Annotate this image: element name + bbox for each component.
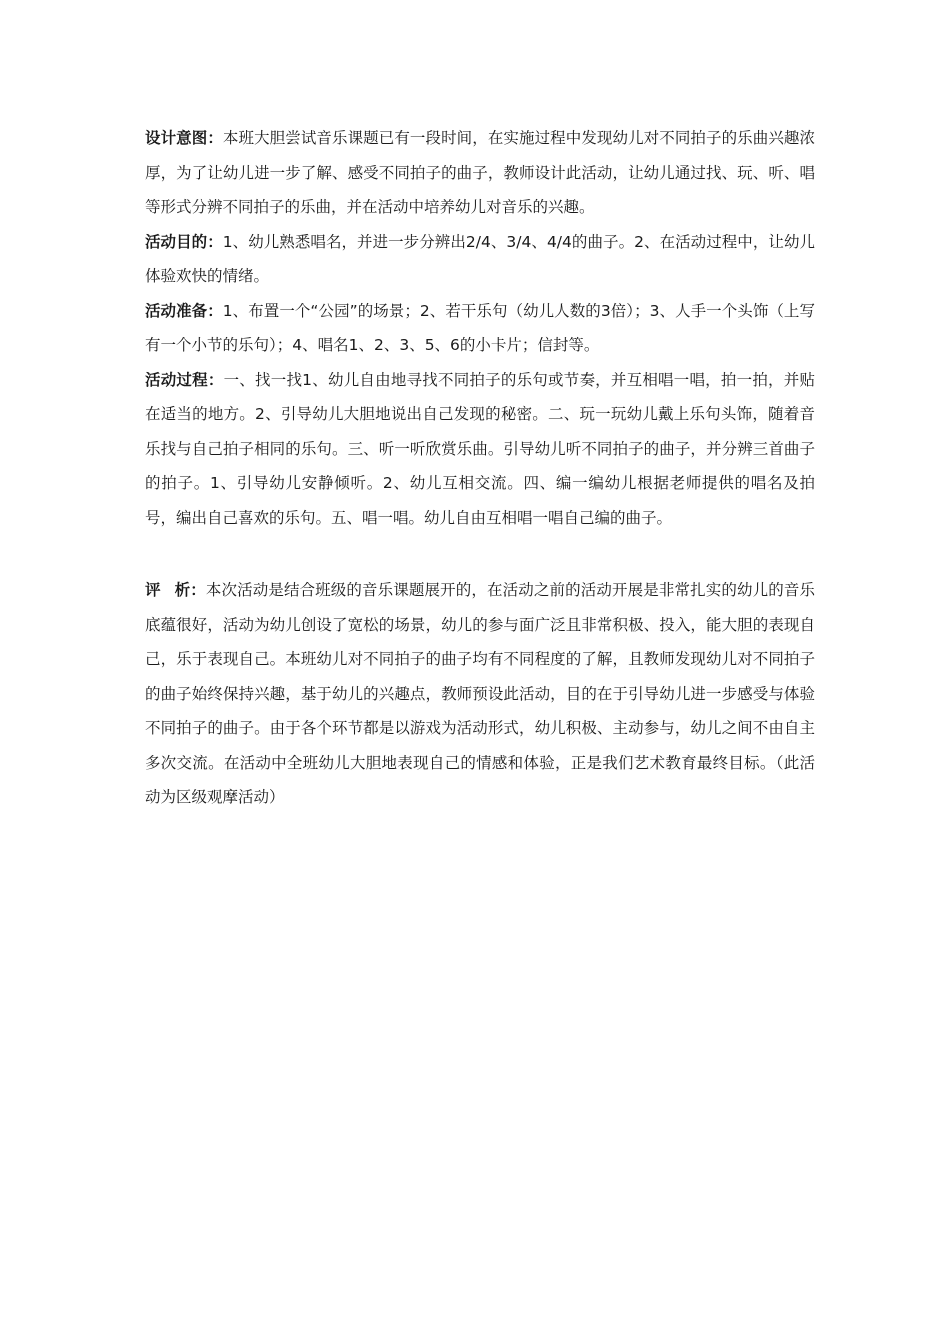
paragraph-spacer <box>145 535 815 573</box>
document-page <box>145 121 815 815</box>
review-text: 本次活动是结合班级的音乐课题展开的，在活动之前的活动开展是非常扎实的幼儿的音乐底蕴很好，活动为幼儿创设了宽松的场景，幼儿的参与面广泛且非常积极、投入，能大胆的表现自己，乐于表现自己。本班幼儿对不同拍子的曲子均有不同程度的了解，且教师发现幼儿对不同拍子的曲子始终保持兴趣，基于幼儿的兴趣点，教师预设此活动，目的在于引导幼儿进一步感受与体验不同拍子的曲子。由于各个环节都是以游戏为活动形式，幼儿积极、主动参与，幼儿之间不由自主多次交流。在活动中全班幼儿大胆地表现自己的情感和体验，正是我们艺术教育最终目标。（此活动为区级观摩活动） <box>145 581 815 806</box>
activity-prep-paragraph <box>145 294 815 363</box>
activity-goal-label: 活动目的： <box>145 232 223 251</box>
design-intent-text: 本班大胆尝试音乐课题已有一段时间，在实施过程中发现幼儿对不同拍子的乐曲兴趣浓厚，为了让幼儿进一步了解、感受不同拍子的曲子，教师设计此活动，让幼儿通过找、玩、听、唱等形式分辨不同拍子的乐曲，并在活动中培养幼儿对音乐的兴趣。 <box>145 129 815 216</box>
activity-process-text: 一、找一找1、幼儿自由地寻找不同拍子的乐句或节奏，并互相唱一唱，拍一拍，并贴在适当的地方。2、引导幼儿大胆地说出自己发现的秘密。二、玩一玩幼儿戴上乐句头饰，随着音乐找与自己拍子相同的乐句。三、听一听欣赏乐曲。引导幼儿听不同拍子的曲子，并分辨三首曲子的拍子。1、引导幼儿安静倾听。2、幼儿互相交流。四、编一编幼儿根据老师提供的唱名及拍号，编出自己喜欢的乐句。五、唱一唱。幼儿自由互相唱一唱自己编的曲子。 <box>145 370 815 527</box>
activity-process-paragraph <box>145 363 815 536</box>
design-intent-paragraph <box>145 121 815 225</box>
activity-prep-label: 活动准备： <box>145 301 223 320</box>
activity-prep-text: 1、布置一个“公园”的场景；2、若干乐句（幼儿人数的3倍）；3、人手一个头饰（上写有一个小节的乐句）；4、唱名1、2、3、5、6的小卡片；信封等。 <box>145 301 815 354</box>
design-intent-label: 设计意图： <box>145 129 223 147</box>
activity-goal-text: 1、幼儿熟悉唱名，并进一步分辨出2/4、3/4、4/4的曲子。2、在活动过程中，让幼儿体验欢快的情绪。 <box>145 232 815 285</box>
activity-process-label: 活动过程： <box>145 370 224 389</box>
review-paragraph <box>145 573 815 815</box>
review-label-first: 评 <box>145 581 175 599</box>
review-label-second: 析： <box>174 581 206 599</box>
activity-goal-paragraph <box>145 225 815 294</box>
